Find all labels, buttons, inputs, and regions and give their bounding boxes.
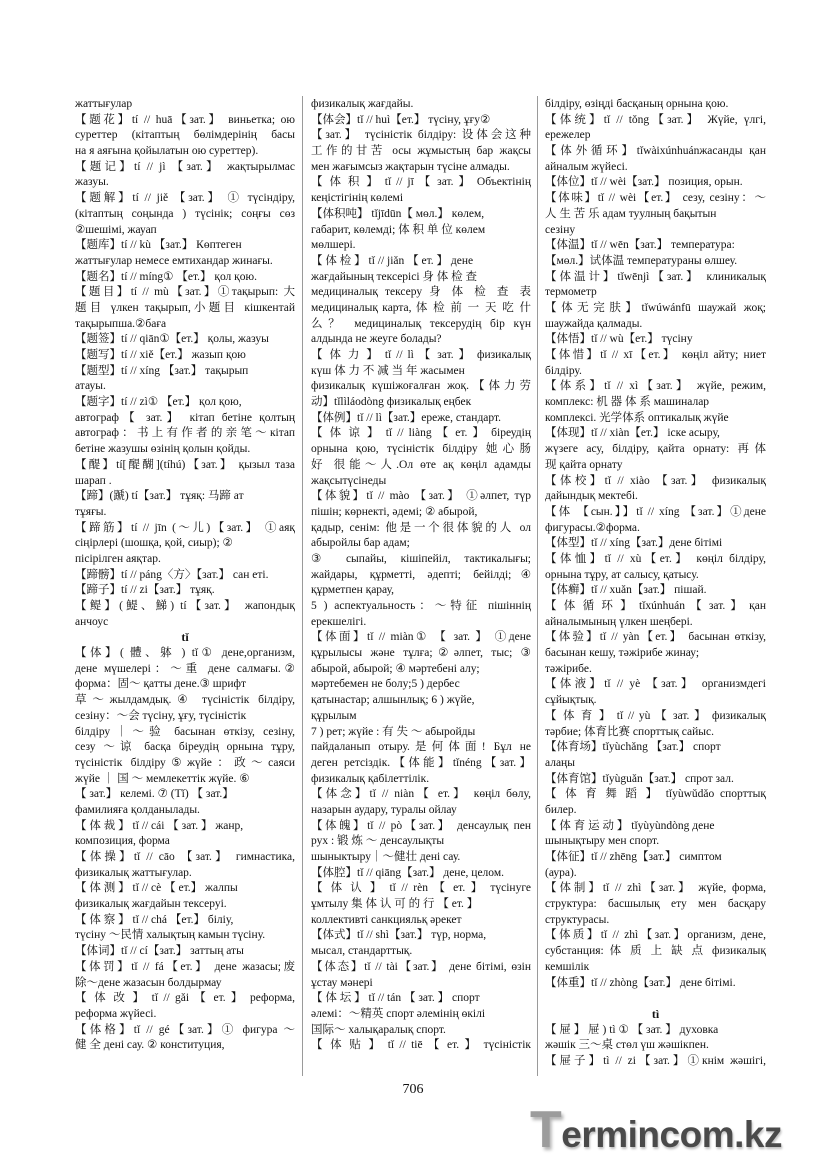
dictionary-line: 【蹄筋】tí // jīn (～儿)【зат.】 ①аяқ <box>75 521 295 534</box>
dictionary-line: жағдайының тексерісі 身 体 检 查 <box>311 270 478 283</box>
dictionary-line: мысал, стандарттық. <box>311 945 413 958</box>
dictionary-line: 【 体 力 】 tǐ // lì 【 зат. 】 физикалық <box>311 349 531 361</box>
dictionary-line: 国际～ халықаралық спорт. <box>311 1023 446 1036</box>
dictionary-line: 【题签】tí // qiān①【ет.】 қолы, жазуы <box>75 333 269 346</box>
dictionary-line: 【体现】tǐ // xiàn【ет.】 іске асыру, <box>545 427 720 440</box>
dictionary-line: 健 全 дені сау. ② конституция, <box>75 1039 225 1052</box>
dictionary-line: күш 体 力 不 减 当 年 жасымен <box>311 364 465 377</box>
dictionary-line: 【体恤】tǐ // xù【ет.】 көңіл білдіру, <box>545 552 766 565</box>
dictionary-line: кемшілік <box>545 960 590 973</box>
dictionary-line: құрылым <box>311 709 357 722</box>
dictionary-line: пайдаланып отыру.是何体面! Бұл не <box>311 741 531 754</box>
dictionary-line: 【 体 裁 】 tǐ // cái 【 зат. 】 жанр, <box>75 819 244 832</box>
dictionary-line: 【题名】tí // míng① 【ет.】 қол қою. <box>75 270 257 283</box>
dictionary-line: композиция, форма <box>75 835 170 848</box>
dictionary-line: 【体态】tǐ // tài【зат.】 дене бітімі, өзін <box>311 960 531 973</box>
dictionary-line: 么？ медициналық тексерудің бір күн <box>311 317 531 330</box>
dictionary-line: 工作的甘苦 осы жұмыстың бар жақсы <box>311 145 531 158</box>
dictionary-line: коллективті санкцияльқ әрекет <box>311 913 462 926</box>
dictionary-line: қадыр, сенім: 他是一个很体貌的人 ол <box>311 521 531 534</box>
dictionary-line: шыныктыру｜～健壮 дені сау. <box>311 851 461 863</box>
dictionary-line: 【题目】tí // mù【зат.】①тақырып: 大 <box>75 286 295 299</box>
dictionary-line: абырой, абырой; ④ мәртебені алу; <box>311 662 480 675</box>
dictionary-line: 7 ) рет; жүйе : 有 失 ～ абыройды <box>311 725 476 738</box>
dictionary-line: ③ сыпайы, кішіпейіл, тактикалығы; <box>311 552 531 565</box>
dictionary-line: назарын аудару, туралы ойлау <box>311 803 457 816</box>
dictionary-line: 【 体 察 】 tǐ // chá 【ет.】 біліу, <box>75 913 234 926</box>
dictionary-line: алдында не жеуге болады? <box>311 333 442 346</box>
dictionary-line: суреттер (кітаптың бөлімдерінің басы <box>75 129 295 142</box>
column-right <box>545 97 766 1070</box>
dictionary-line: 【题记】tí // jì 【зат.】 жақтырылмас <box>75 160 295 173</box>
dictionary-line: фамилияға қолданылады. <box>75 803 200 816</box>
dictionary-line: сұйықтық. <box>545 694 597 707</box>
dictionary-line: билер. <box>545 803 577 816</box>
column-left <box>75 97 295 1054</box>
dictionary-line: жаттығулар <box>75 98 133 110</box>
dictionary-line: 【题型】tí // xíng 【зат.】 тақырып <box>75 364 249 377</box>
dictionary-line: 【体罚】tǐ // fá【ет.】 дене жазасы;废 <box>75 960 295 973</box>
dictionary-line: 【体育场】tǐyùchǎng 【зат.】 спорт <box>545 741 721 754</box>
dictionary-line: комплексі. 光学体系 оптикалық жүйе <box>545 411 729 424</box>
dictionary-line: 【体验】tǐ // yàn【ет.】 басынан өткізу, <box>545 631 766 644</box>
dictionary-line: орнына қою, түсіністік білдіру 她心肠 <box>311 443 531 456</box>
dictionary-line: 题目 үлкен тақырып,小题目 кішкентай <box>75 301 295 314</box>
dictionary-line: 【 体 贴 】 tǐ // tiē 【 ет. 】 түсіністік <box>311 1039 531 1052</box>
dictionary-line: 【体系】tǐ // xì【зат.】 жүйе, режим, <box>545 380 766 393</box>
dictionary-line: пісірілген аяқтар. <box>75 552 161 565</box>
watermark-logo-text: Termincom.kz <box>530 1101 782 1159</box>
dictionary-line: физикалық жағдайын тексеруі. <box>75 898 227 911</box>
dictionary-line: дайындық мектебі. <box>545 490 638 503</box>
dictionary-line: жаттығулар немесе емтихандар жинағы. <box>75 254 273 267</box>
dictionary-line: 【体面】tǐ // miàn① 【 зат. 】 ①дене <box>311 631 531 644</box>
dictionary-line: медициналық тексеру 身 体 检 查 表 <box>311 286 531 299</box>
dictionary-line: (кітаптың соңында ) түсінік; соңғы сөз <box>75 207 295 220</box>
dictionary-line: шарап . <box>75 474 112 487</box>
dictionary-line: на я аяғына қойылатын ою суреттер). <box>75 145 259 158</box>
dictionary-line: рух : 锻 炼 ～ денсаулықты <box>311 835 445 848</box>
dictionary-line: ұстау мәнері <box>311 976 373 989</box>
dictionary-line: 【 体 育 】 tǐ // yù 【 зат. 】 физикалық <box>545 709 766 722</box>
dictionary-line: 【体例】tǐ // lì【зат.】ереже, стандарт. <box>311 411 502 424</box>
dictionary-line: 【蹄子】tí // zi【зат.】 тұяқ. <box>75 584 215 597</box>
dictionary-line: ②шешімі, жауап <box>75 223 157 236</box>
dictionary-line: комплекс: 机 器 体 系 машиналар <box>545 396 710 409</box>
dictionary-line: 草～жылдамдық.④ түсіністік білдіру, <box>75 694 295 707</box>
dictionary-line: 【屉子】tì // zi【зат.】①кнім жәшігі, <box>545 1054 766 1067</box>
dictionary-line: 【体外循环】tǐwàixúnhuánжасанды қан <box>545 145 766 158</box>
dictionary-line: білдіру, өзіңді басқаның орнына қою. <box>545 98 729 110</box>
dictionary-line: түсіністік білдіру⑤жүйе：政～саяси <box>75 756 295 769</box>
dictionary-line: 【体位】tǐ // wèi【зат.】 позиция, орын. <box>545 176 743 189</box>
dictionary-line: 【体式】tǐ // shì【зат.】 түр, норма, <box>311 929 487 942</box>
dictionary-line: 【 体 检 】 tǐ // jiǎn 【 ет. 】 дене <box>311 254 474 267</box>
dictionary-line: жазуы. <box>75 176 109 189</box>
dictionary-line: субстанция: 体 质 上 缺 点 физикалық <box>545 945 766 958</box>
dictionary-line: сезу ～谅 басқа біреудің орнына тұру, <box>75 741 295 754</box>
dictionary-line: 【体重】tǐ // zhòng【зат.】 дене бітімі. <box>545 976 736 989</box>
dictionary-line: мәртебемен не болу;5 ) дербес <box>311 678 460 691</box>
dictionary-line: 【体】( 體、躰 ) tǐ① дене,организм, <box>75 647 295 660</box>
column-divider <box>537 96 538 1076</box>
dictionary-line: құрметпен қарау, <box>311 584 395 597</box>
dictionary-line: медициналық карта, 体 检 前 一 天 吃 什 <box>311 301 531 314</box>
dictionary-line: 动】tǐlìláodòng физикалық еңбек <box>311 396 472 409</box>
pinyin-heading: tì <box>651 1006 660 1021</box>
dictionary-line: 【体校】tǐ // xiào 【зат.】 физикалық <box>545 474 766 487</box>
dictionary-line: 【体格】tǐ // gé【зат.】① фигура ～ <box>75 1023 295 1036</box>
dictionary-line: фигурасы.②форма. <box>545 521 640 534</box>
dictionary-line: мөлшері. <box>311 239 356 252</box>
dictionary-line: 现 қайта орнату <box>545 458 623 471</box>
dictionary-line: жәшік 三～桌 стөл үш жәшікпен. <box>545 1039 709 1052</box>
dictionary-line: жүйе ｜ 国 ～ мемлекеттік жүйе. ⑥ <box>75 772 250 785</box>
dictionary-line: орнына тұру, ат салысу, қатысу. <box>545 568 699 581</box>
dictionary-line <box>545 991 766 1007</box>
dictionary-line: деген ретсіздік.【体能】tǐnéng【зат.】 <box>311 756 531 769</box>
dictionary-line: 【体制】tǐ // zhì【зат.】 жүйе, форма, <box>545 882 766 895</box>
dictionary-line: алаңы <box>545 756 575 769</box>
dictionary-line: 【мөл.】试体温 температураны өлшеу. <box>545 254 738 267</box>
dictionary-line: 【 体 改 】 tǐ // gǎi 【 ет. 】 реформа, <box>75 992 295 1005</box>
dictionary-line: 【体貌】tǐ // mào 【зат.】 ①әлпет, түр <box>311 490 531 503</box>
dictionary-line: сіңірлері (шошқа, қой, сиыр); ② <box>75 537 233 550</box>
dictionary-line: 【体统】tǐ // tǒng【зат.】 Жүйе, үлгі, <box>545 113 766 126</box>
dictionary-line: физикалық жағдайы. <box>311 98 414 110</box>
dictionary-line: автограф【 зат.】 кітап бетіне қолтың <box>75 411 295 424</box>
dictionary-line: жақсытүсінеды <box>311 474 387 487</box>
dictionary-line: физикалық жаттығулар. <box>75 866 192 879</box>
dictionary-line: атауы. <box>75 380 106 393</box>
dictionary-line: 【体质】tǐ // zhì【зат.】организм, дене, <box>545 929 766 942</box>
dictionary-line: 【体癣】tǐ // xuǎn【зат.】 пішай. <box>545 584 707 597</box>
dictionary-line: физикалық күшіжоғалған жоқ.【体力劳 <box>311 380 531 393</box>
dictionary-line: структура: басшылық ету мен басқару <box>545 898 766 911</box>
dictionary-line: структурасы. <box>545 913 610 926</box>
dictionary-line: айналымының үлкен шеңбері. <box>545 615 693 628</box>
dictionary-line: 【题花】tí // huā【зат.】 виньетка; ою <box>75 113 295 126</box>
column-divider <box>302 96 303 1076</box>
dictionary-line: термометр <box>545 286 597 299</box>
dictionary-line: сезіну：～会 түсіну, ұғу, түсіністік <box>75 709 247 722</box>
dictionary-line: 【зат.】 түсіністік білдіру: 设体会这种 <box>311 129 531 142</box>
dictionary-line: білдіру｜～验 басынан өткізу, сезіну, <box>75 725 295 738</box>
dictionary-line: 【鳀】(鯷、鮷) tí【зат.】 жапондық <box>75 600 295 612</box>
dictionary-line: жайдары, құрметті, әдепті; бейілді;④ <box>311 568 531 581</box>
dictionary-line: түсіну ～民情 халықтың камын түсіну. <box>75 929 266 942</box>
dictionary-line: 【体 【сын.】】tǐ // xíng 【зат.】①дене <box>545 505 766 518</box>
dictionary-line: (аура). <box>545 866 577 879</box>
dictionary-line: 【体征】tǐ // zhēng【зат.】 симптом <box>545 851 722 863</box>
dictionary-line: 【 体 循 环 】 tǐxúnhuán 【 зат. 】 қан <box>545 600 766 612</box>
column-middle <box>311 97 531 1054</box>
dictionary-line: 5 ) аспектуальность：～特征 пішіннің <box>311 600 531 612</box>
dictionary-line: 【体惜】tǐ // xī【ет.】 көңіл айту; ниет <box>545 349 766 361</box>
dictionary-line: қатынастар; алшынлық; 6 ) жүйе, <box>311 694 475 707</box>
dictionary-line: физикалық қабілеттілік. <box>311 772 430 785</box>
dictionary-line: 【体词】tǐ // cí【зат.】 заттың аты <box>75 945 244 958</box>
dictionary-line: 【醍】tí[醍醐](tíhú)【зат.】 қызыл таза <box>75 458 295 471</box>
dictionary-line: автограф：书上有作者的亲笔～кітап <box>75 427 295 440</box>
dictionary-line: ережелер <box>545 129 591 142</box>
dictionary-line: бетіне жазушы өзінің қолын қойды. <box>75 443 251 456</box>
dictionary-line: шынықтыру мен спорт. <box>545 835 660 848</box>
dictionary-line: 【体腔】tǐ // qiāng【зат.】 дене, целом. <box>311 866 504 879</box>
dictionary-line: шаужайда қалмады. <box>545 317 643 330</box>
pinyin-heading: tǐ <box>181 630 189 645</box>
dictionary-line: анчоус <box>75 615 109 628</box>
dictionary-line: 【 体 谅 】 tǐ // liàng 【 ет. 】 біреудің <box>311 427 531 440</box>
dictionary-line: 【体型】tǐ // xíng【зат.】дене бітімі <box>545 537 723 550</box>
dictionary-line: білдіру. <box>545 364 582 377</box>
dictionary-line: 【 体 坛 】 tǐ // tán 【 зат. 】 спорт <box>311 992 480 1005</box>
dictionary-line: 【 体 积 】 tǐ // jī 【 зат. 】 Объектінің <box>311 176 531 189</box>
dictionary-line: 【题解】tí // jiě 【зат.】 ① түсіндіру, <box>75 192 295 205</box>
dictionary-line: 【体悟】tǐ // wù【ет.】 түсіну <box>545 333 693 346</box>
dictionary-line: 【题字】tí // zì① 【ет.】 қол қою, <box>75 396 242 409</box>
dictionary-line: 【蹄】(蹏) tí【зат.】 тұяқ: 马蹄 ат <box>75 490 244 503</box>
dictionary-line: дене мүшелері：～重 дене салмағы.② <box>75 662 295 675</box>
dictionary-line: реформа жүйесі. <box>75 1007 157 1020</box>
dictionary-line: форма：固～ қатты дене.③ шрифт <box>75 678 247 691</box>
watermark-logo <box>530 1098 812 1162</box>
dictionary-line: 【 屉 】 屉 ) tì ① 【 зат. 】 духовка <box>545 1023 719 1036</box>
page-number: 706 <box>402 1082 424 1097</box>
dictionary-line: басынан кешу, тәжірибе жинау; <box>545 647 700 660</box>
dictionary-line: 【体魄】tǐ // pò【зат.】 денсаулық пен <box>311 819 531 832</box>
dictionary-line: пішін; көрнекті, әдемі; ② абырой, <box>311 505 478 518</box>
dictionary-line: 【 зат.】 келемі. ⑦ (Tǐ) 【 зат.】 <box>75 788 234 801</box>
dictionary-line: жүзеге асу, білдіру, қайта орнату: 再体 <box>545 443 766 456</box>
dictionary-line: айналым жүйесі. <box>545 160 628 173</box>
dictionary-line: тәрбие; 体育比赛 спорттық сайыс. <box>545 725 714 738</box>
dictionary-line: габарит, көлемді; 体 积 单 位 көлем <box>311 223 486 236</box>
dictionary-line: 【体味】tǐ // wèi【ет.】 сезу, сезіну：～ <box>545 192 766 205</box>
dictionary-line: 人 生 苦 乐 адам туулның бақытын <box>545 207 717 220</box>
dictionary-line: ерекшелігі. <box>311 615 367 628</box>
dictionary-line: құрылысы және тұлға;②әлпет, тыс; ③ <box>311 647 531 660</box>
dictionary-line: тұяғы. <box>75 505 107 518</box>
dictionary-line: тақырыпша.②бағa <box>75 317 167 330</box>
dictionary-line: әлемі：～精英 спорт әлемінің өкілі <box>311 1007 486 1020</box>
dictionary-line: сезіну <box>545 223 576 236</box>
dictionary-line: 【题写】tí // xiě【ет.】 жазып қою <box>75 349 246 361</box>
dictionary-line: 除～дене жазасын болдырмау <box>75 976 222 989</box>
dictionary-line: ұмтылу 集 体 认 可 的 行 【 ет. 】 <box>311 898 479 911</box>
dictionary-line: 【体温】tǐ // wēn【зат.】 температура: <box>545 239 735 252</box>
dictionary-line: кеңістігінің көлемі <box>311 192 404 205</box>
dictionary-line: 【 体 育 舞 蹈 】 tǐyùwǔdǎo спорттық <box>545 788 766 801</box>
dictionary-line: 【体无完肤】tǐwúwánfū шаужай жоқ; <box>545 301 766 314</box>
dictionary-line: 【体温计】tǐwēnjì【зат.】 клиникалық <box>545 270 766 283</box>
dictionary-line: 【题库】tí // kù 【зат.】 Көптеген <box>75 239 242 252</box>
dictionary-line: 【体念】tǐ // niàn【 ет.】 көңіл бөлу, <box>311 788 531 801</box>
dictionary-line: 【体会】tǐ // huì【ет.】 түсіну, ұғу② <box>311 113 491 126</box>
dictionary-line: 【体液】tǐ // yè 【зат.】 организмдегі <box>545 678 766 691</box>
dictionary-line: абыройлы бар адам; <box>311 537 410 550</box>
dictionary-line: 【 体 认 】 tǐ // rèn 【 ет. 】 түсінуге <box>311 882 531 895</box>
dictionary-line: 【 体 育 运 动 】 tǐyùyùndòng дене <box>545 819 715 832</box>
dictionary-line: 【体育馆】tǐyùguǎn【зат.】 спрот зал. <box>545 772 734 785</box>
dictionary-line: тәжірибе. <box>545 662 592 675</box>
dictionary-line: 【体操】tǐ // cāo 【зат.】 гимнастика, <box>75 851 295 863</box>
dictionary-line: 【 体 测 】 tǐ // cè 【 ет.】 жалпы <box>75 882 238 895</box>
dictionary-line: мен жағымсыз жақтарын түсіне алмады. <box>311 160 510 173</box>
dictionary-line: 【体积吨】 tǐjīdūn【 мөл.】 көлем, <box>311 207 485 220</box>
dictionary-line: 【蹄髈】tí // páng〈方〉【зат.】 сан еті. <box>75 568 269 581</box>
dictionary-line: 好 很能～人.Ол өте ақ көңіл адамды <box>311 458 531 471</box>
